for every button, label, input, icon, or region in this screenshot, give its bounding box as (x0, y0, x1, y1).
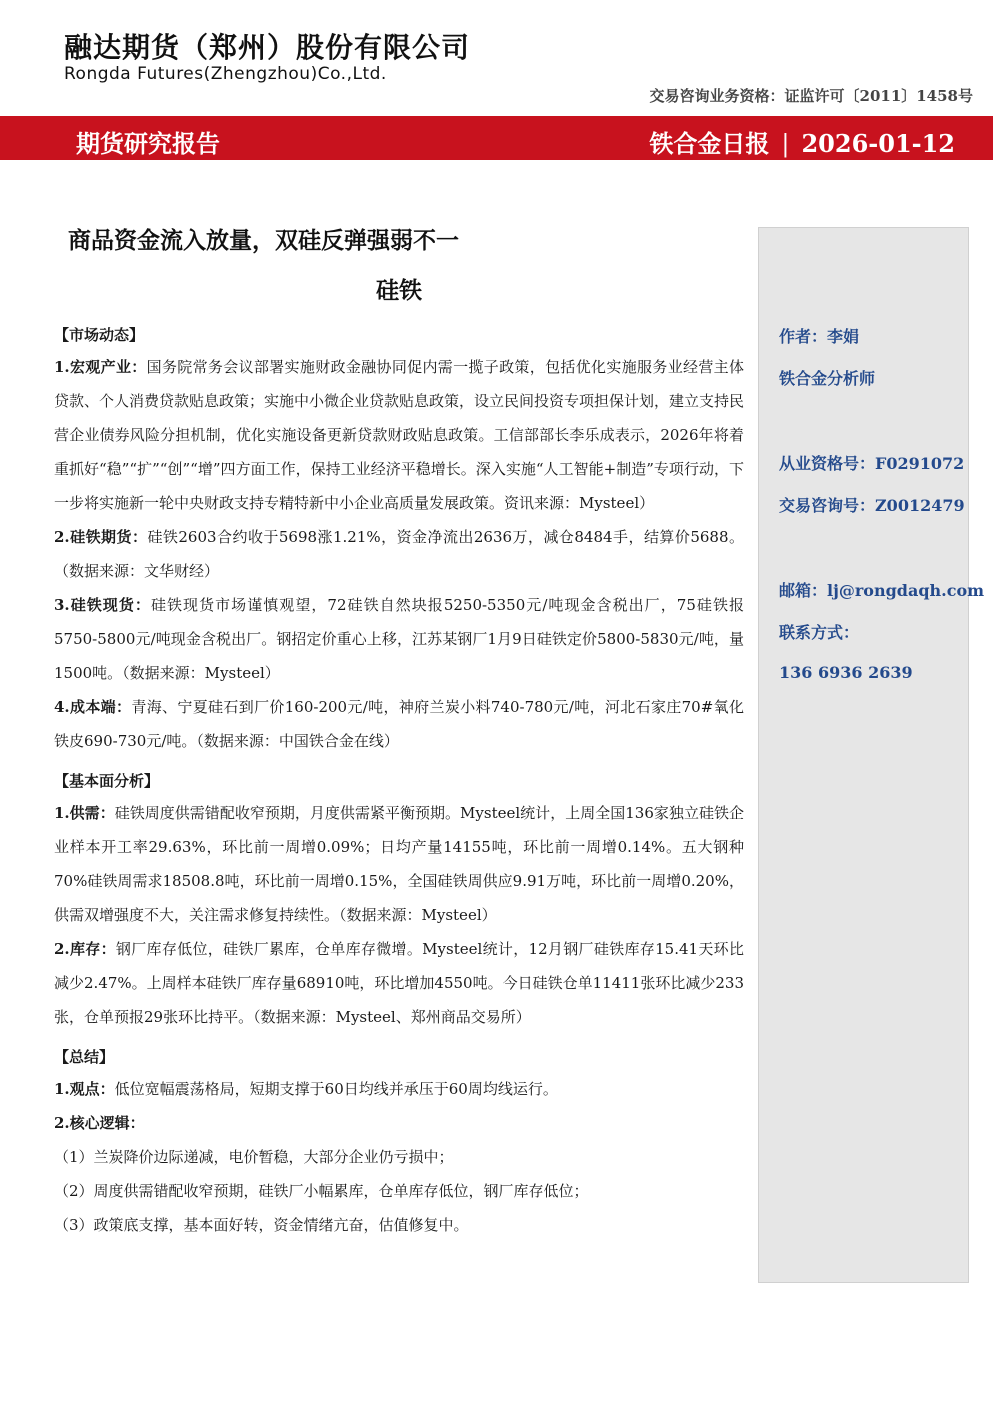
market-futures-body: 硅铁2603合约收于5698涨1.21%，资金净流出2636万，减仓8484手，结算价5688。（数据来源：文华财经） (54, 528, 744, 580)
band-separator: | (781, 130, 790, 158)
email[interactable]: 邮箱：lj@rongdaqh.com (779, 581, 985, 600)
fund-inventory (54, 932, 744, 1034)
market-macro (54, 350, 744, 520)
summary-logic-head: 2.核心逻辑： (54, 1114, 145, 1132)
summary-view (54, 1072, 744, 1106)
market-cost (54, 690, 744, 758)
report-subtitle: 硅铁 (376, 277, 422, 304)
company-name-cn: 融达期货（郑州）股份有限公司 (64, 31, 471, 64)
report-title: 商品资金流入放量，双硅反弹强弱不一 (68, 227, 459, 254)
section-fundamental: 【基本面分析】 (54, 772, 160, 790)
market-cost-head: 4.成本端： (54, 698, 132, 716)
report-body (54, 224, 744, 1242)
author: 作者：李娟 (779, 327, 860, 346)
market-futures-head: 2.硅铁期货： (54, 528, 148, 546)
market-spot-head: 3.硅铁现货： (54, 596, 151, 614)
phone: 136 6936 2639 (779, 663, 913, 682)
company-name-en: Rongda Futures(Zhengzhou)Co.,Ltd. (64, 64, 387, 84)
author-role: 铁合金分析师 (779, 369, 876, 388)
qualification-number: 从业资格号：F0291072 (779, 454, 965, 473)
market-macro-head: 1.宏观产业： (54, 358, 147, 376)
license-info: 交易咨询业务资格：证监许可〔2011〕1458号 (649, 87, 973, 105)
logic-item: （3）政策底支撑，基本面好转，资金情绪亢奋，估值修复中。 (54, 1216, 469, 1234)
fund-inventory-body: 钢厂库存低位，硅铁厂累库，仓单库存微增。Mysteel统计，12月钢厂硅铁库存15.41天环比减少2.47%。上周样本硅铁厂库存量68910吨，环比增加4550吨。今日硅铁仓单11411张环比减少233张，仓单预报29张环比持平。（数据来源：Mysteel、郑州商品交易所） (54, 940, 744, 1026)
fund-supply-demand (54, 796, 744, 932)
logic-item: （1）兰炭降价边际递减，电价暂稳，大部分企业仍亏损中； (54, 1148, 454, 1166)
summary-logic (54, 1106, 744, 1140)
summary-view-body: 低位宽幅震荡格局，短期支撑于60日均线并承压于60周均线运行。 (114, 1080, 558, 1098)
market-futures (54, 520, 744, 588)
report-date: 2026-01-12 (801, 129, 955, 158)
summary-view-head: 1.观点： (54, 1080, 115, 1098)
consult-number: 交易咨询号：Z0012479 (779, 496, 965, 515)
market-cost-body: 青海、宁夏硅石到厂价160-200元/吨，神府兰炭小料740-780元/吨，河北石家庄70#氧化铁皮690-730元/吨。（数据来源：中国铁合金在线） (54, 698, 744, 750)
author-sidebar (758, 227, 985, 1283)
section-market: 【市场动态】 (54, 326, 145, 344)
report-header-band (0, 116, 993, 160)
market-macro-body: 国务院常务会议部署实施财政金融协同促内需一揽子政策，包括优化实施服务业经营主体贷款、个人消费贷款贴息政策；实施中小微企业贷款贴息政策，设立民间投资专项担保计划，建立支持民营企业债券风险分担机制，优化实施设备更新贷款财政贴息政策。工信部部长李乐成表示，2026年将着重抓好“稳”“扩”“创”“增”四方面工作，保持工业经济平稳增长。深入实施“人工智能+制造”专项行动，下一步将实施新一轮中央财政支持专精特新中小企业高质量发展政策。资讯来源：Mysteel） (54, 358, 745, 512)
fund-supply-demand-head: 1.供需： (54, 804, 115, 822)
report-meta (649, 124, 955, 159)
market-spot (54, 588, 744, 690)
section-summary: 【总结】 (54, 1048, 115, 1066)
market-spot-body: 硅铁现货市场谨慎观望，72硅铁自然块报5250-5350元/吨现金含税出厂，75硅铁报5750-5800元/吨现金含税出厂。钢招定价重心上移，江苏某钢厂1月9日硅铁定价5800-5830元/吨，量1500吨。（数据来源：Mysteel） (54, 596, 744, 682)
fund-supply-demand-body: 硅铁周度供需错配收窄预期，月度供需紧平衡预期。Mysteel统计，上周全国136家独立硅铁企业样本开工率29.63%，环比前一周增0.09%；日均产量14155吨，环比前一周增0.14%。五大钢种70%硅铁周需求18508.8吨，环比前一周增0.15%，全国硅铁周供应9.91万吨，环比前一周增0.20%，供需双增强度不大，关注需求修复持续性。（数据来源：Mysteel） (54, 804, 744, 924)
report-type: 期货研究报告 (76, 129, 220, 158)
fund-inventory-head: 2.库存： (54, 940, 116, 958)
logic-item: （2）周度供需错配收窄预期，硅铁厂小幅累库，仓单库存低位，钢厂库存低位； (54, 1182, 589, 1200)
contact-label: 联系方式： (779, 623, 860, 642)
report-name: 铁合金日报 (649, 129, 770, 158)
